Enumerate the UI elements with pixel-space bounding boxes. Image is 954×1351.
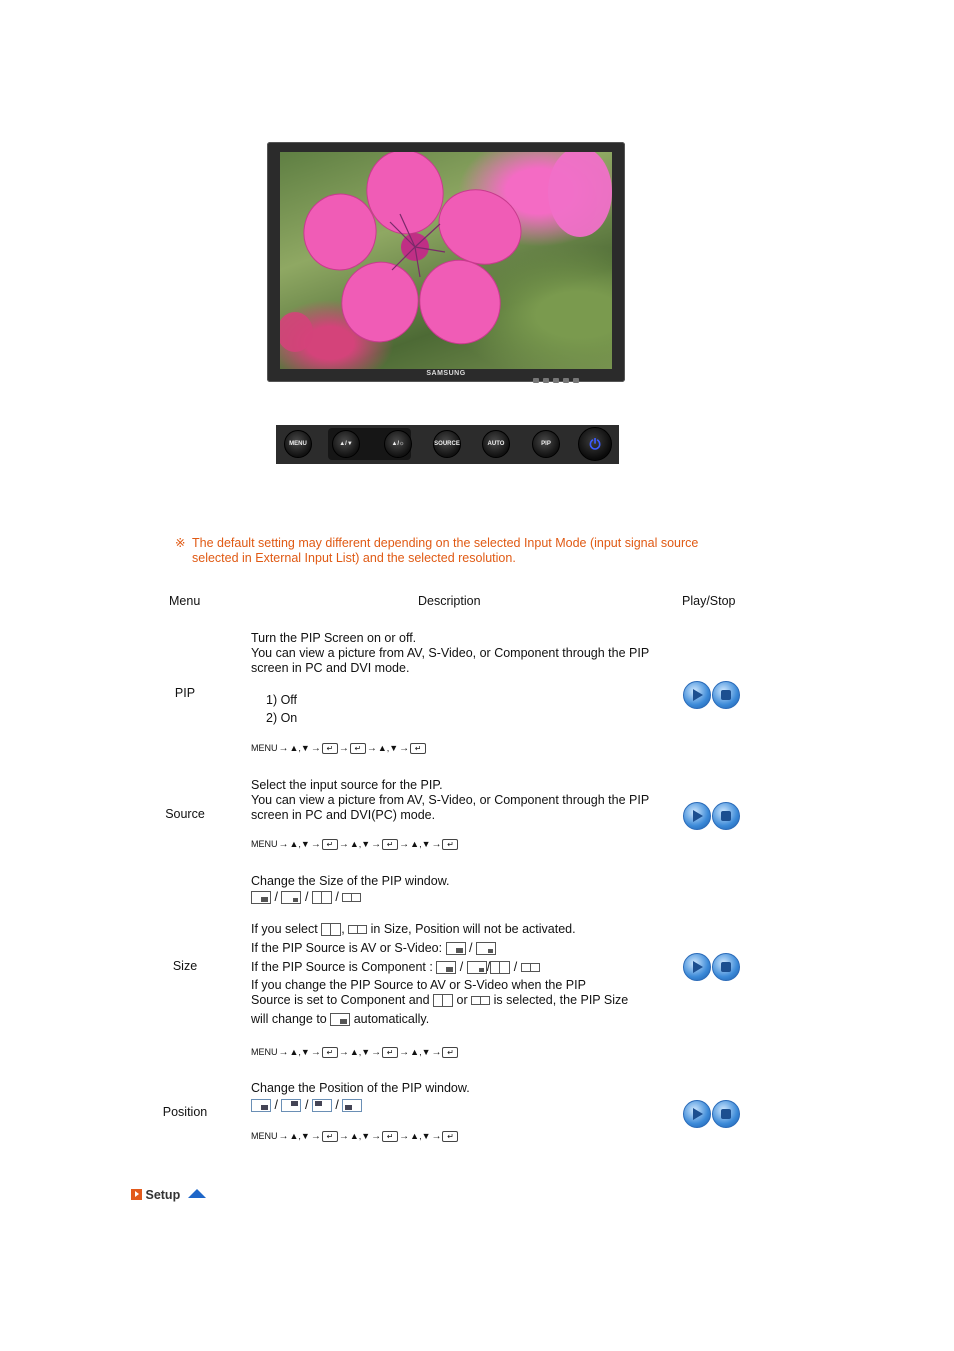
enter-icon: ↵ bbox=[322, 1047, 338, 1058]
size-double-icon bbox=[433, 994, 453, 1007]
size-small-icon bbox=[467, 961, 487, 974]
size-large-icon bbox=[436, 961, 456, 974]
play-icon bbox=[693, 810, 703, 822]
control-button-strip bbox=[276, 425, 619, 464]
note-mark-icon: ※ bbox=[175, 536, 186, 550]
pip-play-stop bbox=[683, 681, 739, 709]
position-bottom-right-icon bbox=[251, 1099, 271, 1112]
size-change-line-2: Source is set to Component and or is selected, the PIP Size bbox=[251, 993, 629, 1007]
source-line-2: You can view a picture from AV, S-Video, or Component through the PIP screen in PC and DVI(PC) mode. bbox=[251, 793, 649, 822]
enter-icon: ↵ bbox=[322, 839, 338, 850]
size-av-line: If the PIP Source is AV or S-Video: / bbox=[251, 941, 671, 956]
setup-link[interactable] bbox=[131, 1188, 206, 1202]
play-button[interactable] bbox=[683, 681, 711, 709]
position-top-left-icon bbox=[312, 1099, 332, 1112]
arrow-right-icon bbox=[131, 1189, 142, 1200]
pip-line-1: Turn the PIP Screen on or off. bbox=[251, 631, 417, 645]
play-button[interactable] bbox=[683, 953, 711, 981]
row-name-pip: PIP bbox=[174, 686, 196, 700]
play-icon bbox=[693, 961, 703, 973]
size-double-wide-icon bbox=[342, 893, 361, 902]
header-play-stop: Play/Stop bbox=[682, 594, 736, 608]
size-double-icon bbox=[312, 891, 332, 904]
size-double-wide-icon bbox=[348, 925, 367, 934]
monitor-illustration bbox=[267, 142, 625, 382]
stop-button[interactable] bbox=[712, 1100, 740, 1128]
row-name-position: Position bbox=[162, 1105, 208, 1119]
enter-icon: ↵ bbox=[442, 1047, 458, 1058]
brand-logo: SAMSUNG bbox=[426, 370, 466, 377]
pip-option-off: 1) Off bbox=[266, 693, 298, 707]
size-double-icon bbox=[321, 923, 341, 936]
monitor-indicators bbox=[533, 372, 603, 378]
brightness-down-button[interactable]: ▲/▼ bbox=[332, 430, 360, 458]
row-name-size: Size bbox=[172, 959, 198, 973]
auto-button[interactable]: AUTO bbox=[482, 430, 510, 458]
size-icons: / / / bbox=[251, 890, 671, 905]
source-button[interactable]: SOURCE bbox=[433, 430, 461, 458]
flower-image bbox=[280, 152, 612, 369]
size-large-icon bbox=[251, 891, 271, 904]
position-top-right-icon bbox=[281, 1099, 301, 1112]
header-description: Description bbox=[418, 594, 481, 608]
enter-icon: ↵ bbox=[322, 743, 338, 754]
source-line-1: Select the input source for the PIP. bbox=[251, 778, 443, 792]
size-large-icon bbox=[446, 942, 466, 955]
enter-icon: ↵ bbox=[382, 1131, 398, 1142]
size-small-icon bbox=[476, 942, 496, 955]
size-large-icon bbox=[330, 1013, 350, 1026]
position-play-stop bbox=[683, 1100, 739, 1128]
back-to-top-icon[interactable] bbox=[188, 1189, 206, 1198]
stop-button[interactable] bbox=[712, 681, 740, 709]
size-line-1: Change the Size of the PIP window. bbox=[251, 874, 450, 888]
menu-button[interactable]: MENU bbox=[284, 430, 312, 458]
screen-flower-image bbox=[280, 152, 612, 369]
setup-label: Setup bbox=[145, 1188, 181, 1202]
size-select-line: If you select , in Size, Position will not be activated. bbox=[251, 922, 576, 936]
header-menu: Menu bbox=[169, 594, 201, 608]
source-play-stop bbox=[683, 802, 739, 830]
note-text: The default setting may different depending on the selected Input Mode (input signal source selected in External Input List) and the selected resolution. bbox=[192, 536, 699, 565]
enter-icon: ↵ bbox=[442, 1131, 458, 1142]
row-name-source: Source bbox=[165, 807, 205, 821]
pip-description bbox=[251, 631, 671, 727]
size-menu-path: MENU→▲,▼→ ↵ →▲,▼→ ↵ →▲,▼→ ↵ bbox=[251, 1046, 458, 1059]
stop-icon bbox=[721, 1109, 731, 1119]
position-icons: / / / bbox=[251, 1098, 671, 1113]
position-menu-path: MENU→▲,▼→ ↵ →▲,▼→ ↵ →▲,▼→ ↵ bbox=[251, 1130, 458, 1143]
stop-button[interactable] bbox=[712, 953, 740, 981]
size-double-wide-icon bbox=[521, 963, 540, 972]
enter-icon: ↵ bbox=[442, 839, 458, 850]
size-double-icon bbox=[490, 961, 510, 974]
power-icon[interactable]: ⏻ bbox=[578, 427, 612, 461]
stop-icon bbox=[721, 690, 731, 700]
enter-icon: ↵ bbox=[350, 743, 366, 754]
play-icon bbox=[693, 689, 703, 701]
play-button[interactable] bbox=[683, 1100, 711, 1128]
position-bottom-left-icon bbox=[342, 1099, 362, 1112]
stop-icon bbox=[721, 811, 731, 821]
play-button[interactable] bbox=[683, 802, 711, 830]
stop-icon bbox=[721, 962, 731, 972]
pip-button[interactable]: PIP bbox=[532, 430, 560, 458]
enter-icon: ↵ bbox=[382, 1047, 398, 1058]
pip-menu-path: MENU→▲,▼→ ↵ → ↵ →▲,▼→ ↵ bbox=[251, 742, 426, 755]
source-description bbox=[251, 778, 671, 823]
position-line-1: Change the Position of the PIP window. bbox=[251, 1081, 470, 1095]
pip-option-on: 2) On bbox=[266, 711, 298, 725]
size-change-line-1: If you change the PIP Source to AV or S-Video when the PIP bbox=[251, 978, 586, 992]
stop-button[interactable] bbox=[712, 802, 740, 830]
size-play-stop bbox=[683, 953, 739, 981]
size-change-line-3: will change to automatically. bbox=[251, 1012, 430, 1026]
size-component-line: If the PIP Source is Component : / / / bbox=[251, 960, 671, 975]
pip-line-2: You can view a picture from AV, S-Video, or Component through the PIP screen in PC and DVI mode. bbox=[251, 646, 649, 675]
enter-icon: ↵ bbox=[382, 839, 398, 850]
size-double-wide-icon bbox=[471, 996, 490, 1005]
enter-icon: ↵ bbox=[322, 1131, 338, 1142]
enter-icon: ↵ bbox=[410, 743, 426, 754]
source-menu-path: MENU→▲,▼→ ↵ →▲,▼→ ↵ →▲,▼→ ↵ bbox=[251, 838, 458, 851]
size-small-icon bbox=[281, 891, 301, 904]
brightness-up-button[interactable]: ▲/☼ bbox=[384, 430, 412, 458]
play-icon bbox=[693, 1108, 703, 1120]
